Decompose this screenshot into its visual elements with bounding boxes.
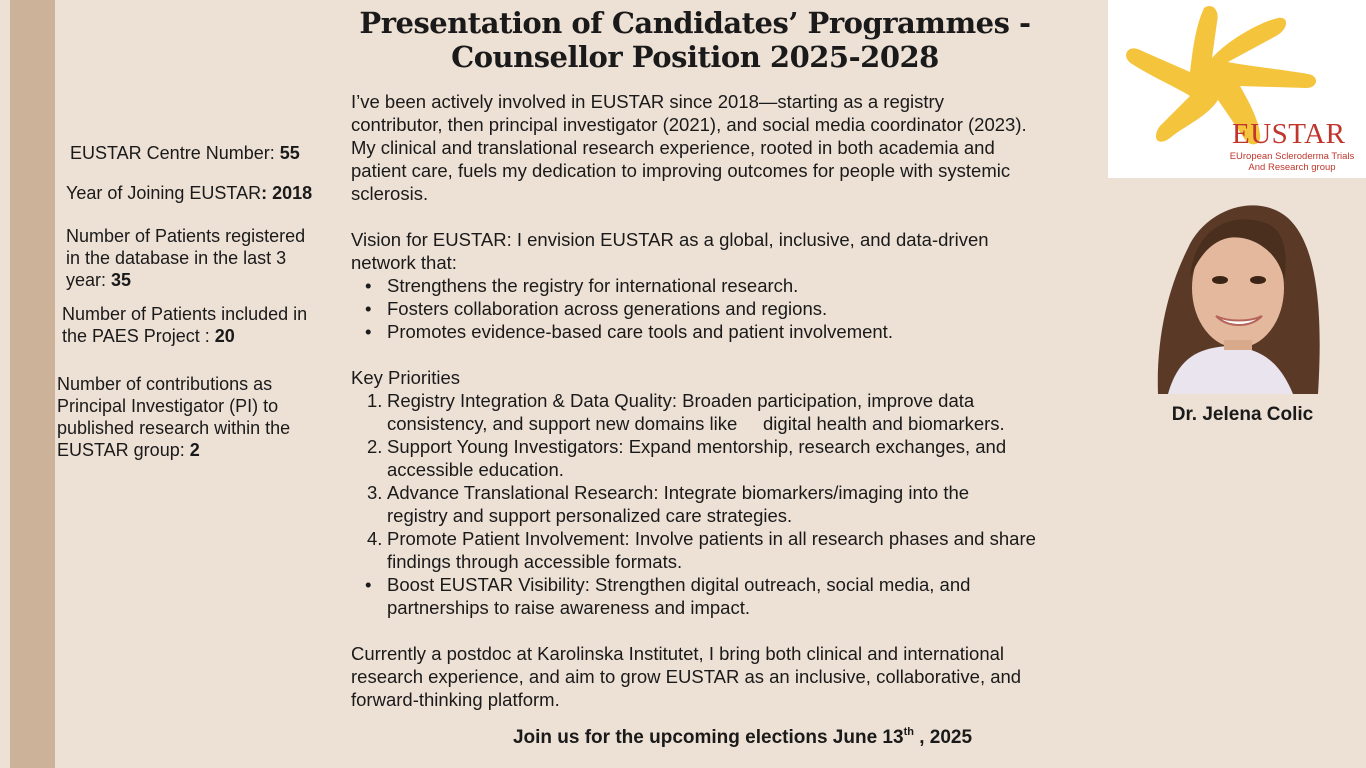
stat-centre-number: EUSTAR Centre Number: 55 — [70, 143, 300, 163]
main-text — [351, 90, 1116, 711]
left-accent-bar — [10, 0, 55, 768]
priorities-heading: Key Priorities — [351, 367, 460, 388]
candidate-name: Dr. Jelena Colic — [1171, 404, 1314, 425]
priorities-section — [351, 366, 1116, 619]
stat-year-joining: Year of Joining EUSTAR: 2018 — [66, 183, 313, 203]
logo-wordmark: EUSTAR — [1232, 118, 1346, 150]
priority-item: • Boost EUSTAR Visibility: Strengthen digital outreach, social media, and partnerships to raise awareness and impact. — [365, 574, 971, 618]
stat-patients-paes: Number of Patients included in the PAES Project : 20 — [62, 304, 308, 346]
vision-item: • Strengthens the registry for international research. — [387, 274, 1116, 297]
elections-footer: Join us for the upcoming elections June 13th , 2025 — [512, 726, 973, 748]
page-title: Presentation of Candidates’ Programmes - Counsellor Position 2025-2028 — [359, 6, 1031, 74]
priority-item: 2. Support Young Investigators: Expand mentorship, research exchanges, and accessible education. — [367, 436, 1007, 480]
vision-item: • Promotes evidence-based care tools and patient involvement. — [387, 320, 1116, 343]
closing-paragraph: Currently a postdoc at Karolinska Institutet, I bring both clinical and international research experience, and aim to grow EUSTAR as an inclusive, collaborative, and forward-thinking platform. — [351, 643, 1022, 710]
priority-item: 3. Advance Translational Research: Integrate biomarkers/imaging into the registry and support personalized care strategies. — [367, 482, 970, 526]
vision-item: • Fosters collaboration across generations and regions. — [387, 297, 1116, 320]
stat-pi-contributions: Number of contributions as Principal Investigator (PI) to published research within the EUSTAR group: 2 — [57, 374, 291, 460]
intro-paragraph: I’ve been actively involved in EUSTAR since 2018—starting as a registry contributor, then principal investigator (2021), and social media coordinator (2023). My clinical and translational research experience, rooted in both academia and patient care, fuels my dedication to improving outcomes for people with systemic sclerosis. — [351, 91, 1027, 204]
candidate-photo — [1128, 188, 1331, 394]
logo-subtitle: EUropean Scleroderma Trials And Research group — [1229, 151, 1355, 173]
vision-section: Vision for EUSTAR: I envision EUSTAR as a global, inclusive, and data-driven network that: • Strengthens the registry for international research. • Fosters collaboration across generations and regions. • Promotes evidence-based care tools and patient involvement. — [351, 228, 1116, 343]
stat-patients-registered: Number of Patients registered in the database in the last 3 year: 35 — [66, 226, 306, 290]
priority-item: 4. Promote Patient Involvement: Involve patients in all research phases and share findings through accessible formats. — [367, 528, 1036, 572]
priority-item: 1. Registry Integration & Data Quality: Broaden participation, improve data consistency, and support new domains like digital health and biomarkers. — [367, 390, 1005, 434]
